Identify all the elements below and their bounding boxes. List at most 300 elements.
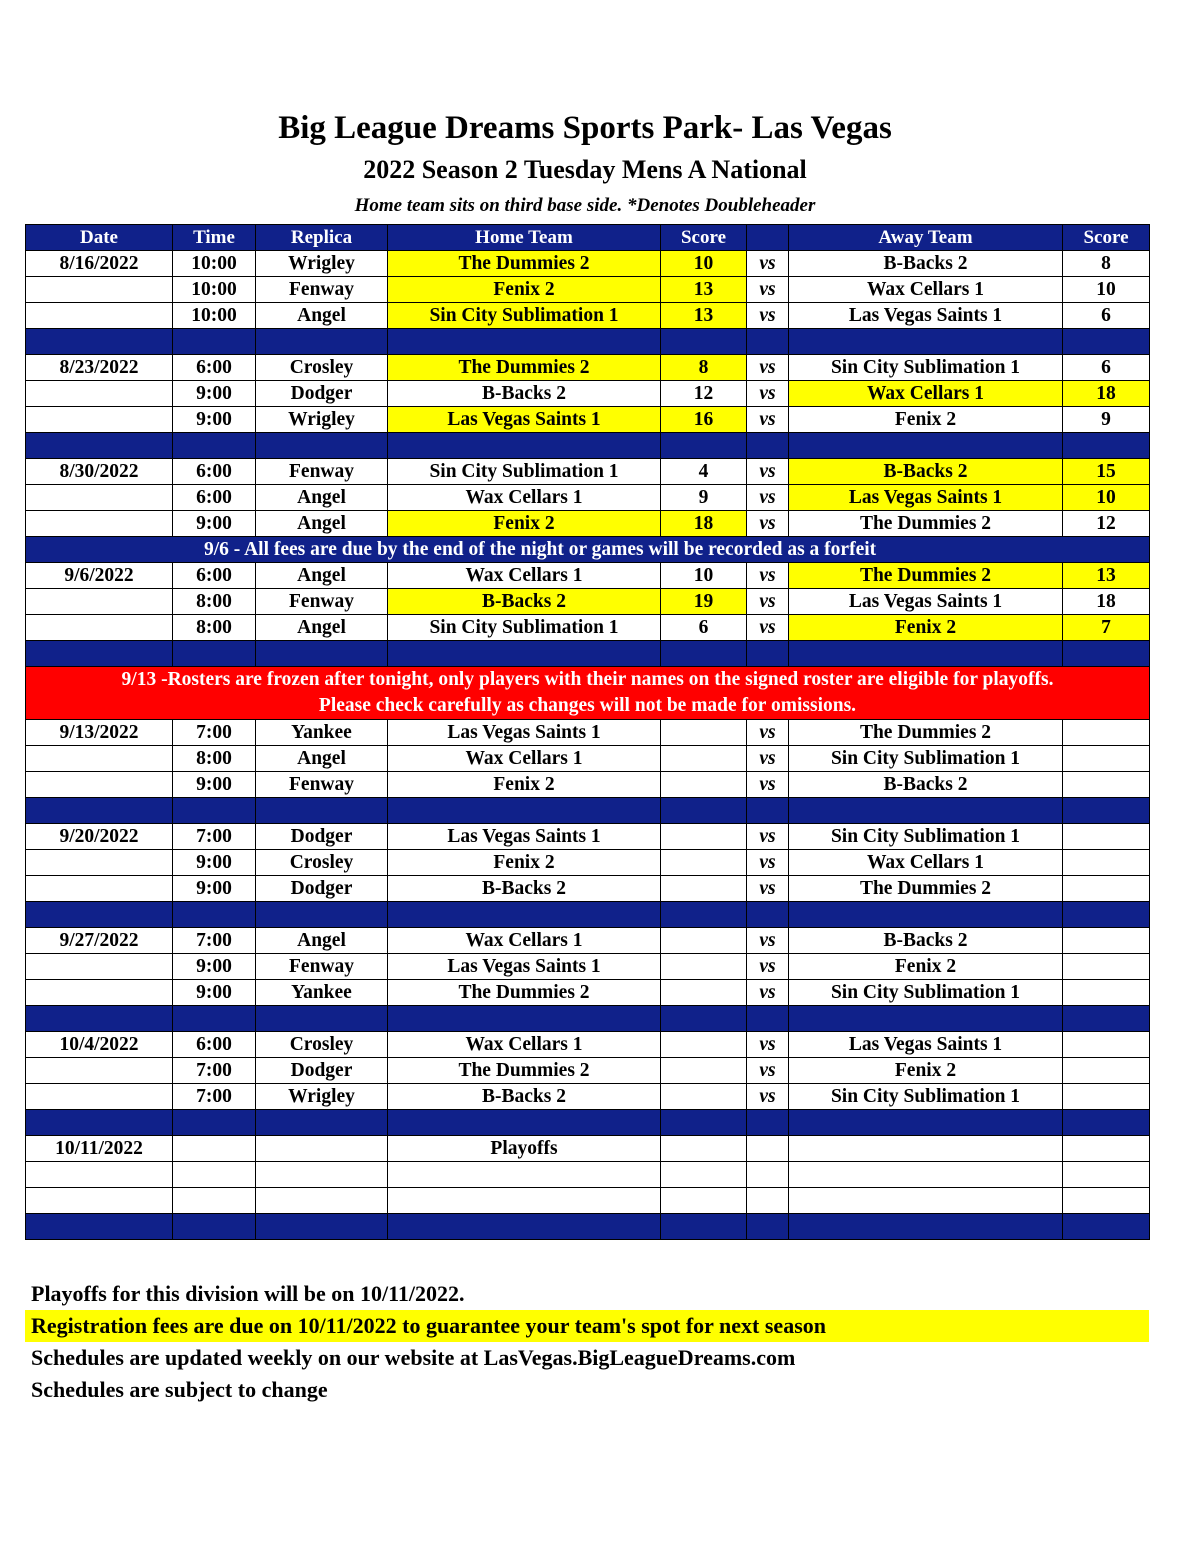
home-score: 13	[661, 277, 747, 303]
separator-cell	[388, 902, 661, 928]
game-row	[26, 303, 1150, 329]
game-row	[26, 720, 1150, 746]
game-field: Fenway	[256, 589, 388, 615]
header-note: Home team sits on third base side. *Denotes Doubleheader	[354, 195, 816, 216]
away-score	[1063, 1188, 1150, 1214]
vs-label: vs	[747, 303, 789, 329]
game-time: 9:00	[173, 954, 256, 980]
game-date	[26, 1058, 173, 1084]
home-score: 6	[661, 615, 747, 641]
game-time: 8:00	[173, 746, 256, 772]
vs-label	[747, 1162, 789, 1188]
fee-notice-row	[26, 537, 1150, 563]
home-score	[661, 954, 747, 980]
col-vs	[747, 225, 789, 251]
separator-row	[26, 329, 1150, 355]
game-field: Crosley	[256, 1032, 388, 1058]
separator-cell	[747, 329, 789, 355]
vs-label: vs	[747, 381, 789, 407]
away-score: 10	[1063, 277, 1150, 303]
separator-cell	[388, 433, 661, 459]
footer-playoffs-note: Playoffs for this division will be on 10/11/2022.	[31, 1281, 465, 1306]
away-team: B-Backs 2	[789, 251, 1063, 277]
away-score	[1063, 1032, 1150, 1058]
game-date	[26, 954, 173, 980]
separator-cell	[747, 1006, 789, 1032]
game-row	[26, 1162, 1150, 1188]
game-field	[256, 1162, 388, 1188]
home-team: Wax Cellars 1	[388, 746, 661, 772]
game-date	[26, 772, 173, 798]
home-score	[661, 824, 747, 850]
separator-cell	[789, 1214, 1063, 1240]
game-time: 10:00	[173, 251, 256, 277]
game-field: Fenway	[256, 459, 388, 485]
home-score: 10	[661, 251, 747, 277]
vs-label: vs	[747, 251, 789, 277]
home-score	[661, 876, 747, 902]
home-score	[661, 1188, 747, 1214]
separator-cell	[789, 641, 1063, 667]
separator-cell	[173, 641, 256, 667]
vs-label: vs	[747, 1032, 789, 1058]
away-score	[1063, 1084, 1150, 1110]
vs-label: vs	[747, 824, 789, 850]
separator-cell	[1063, 1110, 1150, 1136]
home-score: 19	[661, 589, 747, 615]
vs-label	[747, 1136, 789, 1162]
separator-cell	[256, 641, 388, 667]
game-time: 9:00	[173, 772, 256, 798]
away-score	[1063, 928, 1150, 954]
game-field: Wrigley	[256, 251, 388, 277]
roster-notice-line: 9/13 -Rosters are frozen after tonight, only players with their names on the signed roster are eligible for playoffs.	[121, 669, 1054, 690]
home-team: The Dummies 2	[388, 251, 661, 277]
away-score	[1063, 1058, 1150, 1084]
away-team: Las Vegas Saints 1	[789, 303, 1063, 329]
separator-cell	[256, 433, 388, 459]
vs-label: vs	[747, 355, 789, 381]
home-team: Las Vegas Saints 1	[388, 720, 661, 746]
game-time: 6:00	[173, 1032, 256, 1058]
home-team: Fenix 2	[388, 277, 661, 303]
away-team: The Dummies 2	[789, 563, 1063, 589]
away-score: 10	[1063, 485, 1150, 511]
game-field: Fenway	[256, 277, 388, 303]
separator-row	[26, 641, 1150, 667]
away-score	[1063, 824, 1150, 850]
game-time: 9:00	[173, 407, 256, 433]
home-team: Fenix 2	[388, 850, 661, 876]
game-row	[26, 381, 1150, 407]
col-time: Time	[173, 225, 256, 251]
home-team: The Dummies 2	[388, 980, 661, 1006]
away-score	[1063, 850, 1150, 876]
away-team: B-Backs 2	[789, 772, 1063, 798]
home-score	[661, 928, 747, 954]
game-row	[26, 1136, 1150, 1162]
game-field: Dodger	[256, 381, 388, 407]
home-team: Sin City Sublimation 1	[388, 303, 661, 329]
separator-cell	[661, 798, 747, 824]
away-team: Las Vegas Saints 1	[789, 1032, 1063, 1058]
vs-label: vs	[747, 720, 789, 746]
game-field: Angel	[256, 303, 388, 329]
col-away-score: Score	[1063, 225, 1150, 251]
away-score: 7	[1063, 615, 1150, 641]
home-score: 8	[661, 355, 747, 381]
game-time: 9:00	[173, 381, 256, 407]
separator-cell	[388, 1006, 661, 1032]
game-date	[26, 303, 173, 329]
away-team: The Dummies 2	[789, 876, 1063, 902]
vs-label: vs	[747, 485, 789, 511]
separator-cell	[747, 798, 789, 824]
separator-cell	[256, 902, 388, 928]
separator-cell	[661, 902, 747, 928]
separator-cell	[173, 1006, 256, 1032]
separator-row	[26, 1006, 1150, 1032]
separator-row	[26, 798, 1150, 824]
fee-notice: 9/6 - All fees are due by the end of the night or games will be recorded as a forfeit	[26, 537, 1150, 563]
away-score	[1063, 980, 1150, 1006]
separator-cell	[789, 1006, 1063, 1032]
away-score: 18	[1063, 381, 1150, 407]
home-score	[661, 772, 747, 798]
col-date: Date	[26, 225, 173, 251]
away-score: 18	[1063, 589, 1150, 615]
away-score	[1063, 1162, 1150, 1188]
vs-label: vs	[747, 954, 789, 980]
home-score: 16	[661, 407, 747, 433]
game-row	[26, 980, 1150, 1006]
game-time	[173, 1136, 256, 1162]
separator-cell	[661, 433, 747, 459]
game-row	[26, 1032, 1150, 1058]
separator-cell	[256, 1006, 388, 1032]
vs-label: vs	[747, 615, 789, 641]
home-team: Wax Cellars 1	[388, 928, 661, 954]
vs-label: vs	[747, 563, 789, 589]
away-team: Wax Cellars 1	[789, 381, 1063, 407]
game-row	[26, 459, 1150, 485]
game-field: Angel	[256, 615, 388, 641]
schedule-table	[25, 224, 1150, 1240]
home-team: Fenix 2	[388, 772, 661, 798]
away-score: 12	[1063, 511, 1150, 537]
vs-label: vs	[747, 980, 789, 1006]
away-score: 6	[1063, 355, 1150, 381]
home-team: Las Vegas Saints 1	[388, 954, 661, 980]
home-score	[661, 1162, 747, 1188]
game-time: 9:00	[173, 980, 256, 1006]
separator-cell	[747, 1214, 789, 1240]
game-row	[26, 1084, 1150, 1110]
separator-cell	[1063, 902, 1150, 928]
game-date: 10/4/2022	[26, 1032, 173, 1058]
game-date: 8/23/2022	[26, 355, 173, 381]
away-team: Las Vegas Saints 1	[789, 589, 1063, 615]
col-home-team: Home Team	[388, 225, 661, 251]
separator-cell	[256, 329, 388, 355]
separator-cell	[388, 641, 661, 667]
game-time: 8:00	[173, 615, 256, 641]
home-team	[388, 1162, 661, 1188]
separator-cell	[173, 329, 256, 355]
col-home-score: Score	[661, 225, 747, 251]
away-score: 6	[1063, 303, 1150, 329]
game-time: 6:00	[173, 485, 256, 511]
game-field: Fenway	[256, 772, 388, 798]
separator-cell	[26, 433, 173, 459]
footer-website-note: Schedules are updated weekly on our website at LasVegas.BigLeagueDreams.com	[31, 1345, 796, 1370]
roster-notice-row	[26, 667, 1150, 720]
away-score: 15	[1063, 459, 1150, 485]
game-time: 10:00	[173, 277, 256, 303]
separator-cell	[661, 1214, 747, 1240]
vs-label: vs	[747, 277, 789, 303]
vs-label: vs	[747, 746, 789, 772]
header-row	[26, 225, 1150, 251]
vs-label: vs	[747, 772, 789, 798]
separator-cell	[26, 329, 173, 355]
home-team: Fenix 2	[388, 511, 661, 537]
game-row	[26, 876, 1150, 902]
away-score	[1063, 746, 1150, 772]
game-field: Angel	[256, 746, 388, 772]
away-score	[1063, 720, 1150, 746]
game-date	[26, 1188, 173, 1214]
game-field	[256, 1188, 388, 1214]
game-row	[26, 1058, 1150, 1084]
game-time: 7:00	[173, 1084, 256, 1110]
home-score: 12	[661, 381, 747, 407]
away-score	[1063, 876, 1150, 902]
game-date: 8/16/2022	[26, 251, 173, 277]
separator-cell	[1063, 798, 1150, 824]
home-score	[661, 1058, 747, 1084]
game-date: 9/27/2022	[26, 928, 173, 954]
game-field	[256, 1136, 388, 1162]
home-team: B-Backs 2	[388, 876, 661, 902]
game-date: 8/30/2022	[26, 459, 173, 485]
separator-row	[26, 902, 1150, 928]
home-score	[661, 1084, 747, 1110]
game-row	[26, 485, 1150, 511]
separator-cell	[26, 902, 173, 928]
home-score: 9	[661, 485, 747, 511]
game-field: Angel	[256, 928, 388, 954]
game-date	[26, 980, 173, 1006]
roster-notice	[26, 667, 1150, 720]
separator-cell	[1063, 329, 1150, 355]
game-time: 9:00	[173, 850, 256, 876]
vs-label: vs	[747, 1084, 789, 1110]
game-date	[26, 511, 173, 537]
separator-cell	[388, 1110, 661, 1136]
game-field: Yankee	[256, 720, 388, 746]
home-score	[661, 980, 747, 1006]
separator-cell	[26, 641, 173, 667]
game-row	[26, 563, 1150, 589]
home-team: Sin City Sublimation 1	[388, 615, 661, 641]
game-row	[26, 746, 1150, 772]
vs-label: vs	[747, 850, 789, 876]
home-team: B-Backs 2	[388, 589, 661, 615]
home-score: 10	[661, 563, 747, 589]
game-time: 8:00	[173, 589, 256, 615]
game-time: 6:00	[173, 355, 256, 381]
game-date	[26, 1084, 173, 1110]
game-row	[26, 407, 1150, 433]
game-field: Angel	[256, 563, 388, 589]
separator-cell	[747, 902, 789, 928]
game-time: 9:00	[173, 876, 256, 902]
game-row	[26, 355, 1150, 381]
game-date: 9/6/2022	[26, 563, 173, 589]
home-team: The Dummies 2	[388, 1058, 661, 1084]
separator-cell	[256, 798, 388, 824]
away-team: Wax Cellars 1	[789, 277, 1063, 303]
separator-cell	[173, 433, 256, 459]
home-score: 18	[661, 511, 747, 537]
separator-cell	[1063, 641, 1150, 667]
away-score	[1063, 1136, 1150, 1162]
game-time: 9:00	[173, 511, 256, 537]
game-row	[26, 589, 1150, 615]
separator-row	[26, 1214, 1150, 1240]
away-score	[1063, 772, 1150, 798]
home-score	[661, 746, 747, 772]
game-time	[173, 1188, 256, 1214]
game-row	[26, 511, 1150, 537]
away-team: The Dummies 2	[789, 720, 1063, 746]
game-field: Angel	[256, 485, 388, 511]
roster-notice-line: Please check carefully as changes will not be made for omissions.	[318, 695, 857, 716]
separator-cell	[661, 641, 747, 667]
game-row	[26, 251, 1150, 277]
separator-cell	[789, 1110, 1063, 1136]
separator-cell	[256, 1214, 388, 1240]
game-row	[26, 1188, 1150, 1214]
home-team: B-Backs 2	[388, 381, 661, 407]
game-field: Dodger	[256, 876, 388, 902]
away-team: Fenix 2	[789, 615, 1063, 641]
away-team: Sin City Sublimation 1	[789, 1084, 1063, 1110]
home-team: Las Vegas Saints 1	[388, 824, 661, 850]
separator-cell	[173, 798, 256, 824]
game-date: 10/11/2022	[26, 1136, 173, 1162]
game-field: Fenway	[256, 954, 388, 980]
game-date	[26, 485, 173, 511]
separator-cell	[1063, 1214, 1150, 1240]
game-time: 6:00	[173, 563, 256, 589]
game-date	[26, 876, 173, 902]
game-time	[173, 1162, 256, 1188]
home-score	[661, 1136, 747, 1162]
separator-cell	[789, 433, 1063, 459]
home-score	[661, 850, 747, 876]
game-row	[26, 615, 1150, 641]
col-replica: Replica	[256, 225, 388, 251]
home-score	[661, 720, 747, 746]
game-row	[26, 850, 1150, 876]
game-row	[26, 928, 1150, 954]
vs-label: vs	[747, 589, 789, 615]
game-date	[26, 1162, 173, 1188]
page-subtitle: 2022 Season 2 Tuesday Mens A National	[363, 155, 807, 184]
away-team: Sin City Sublimation 1	[789, 746, 1063, 772]
footer-change-note: Schedules are subject to change	[31, 1377, 328, 1402]
home-team	[388, 1188, 661, 1214]
separator-cell	[1063, 433, 1150, 459]
game-date: 9/20/2022	[26, 824, 173, 850]
vs-label: vs	[747, 459, 789, 485]
separator-cell	[661, 1006, 747, 1032]
separator-cell	[173, 1214, 256, 1240]
away-team	[789, 1188, 1063, 1214]
away-team: Fenix 2	[789, 407, 1063, 433]
home-score	[661, 1032, 747, 1058]
away-team: The Dummies 2	[789, 511, 1063, 537]
home-team: B-Backs 2	[388, 1084, 661, 1110]
game-time: 7:00	[173, 824, 256, 850]
separator-row	[26, 1110, 1150, 1136]
away-score: 9	[1063, 407, 1150, 433]
away-score: 13	[1063, 563, 1150, 589]
vs-label: vs	[747, 876, 789, 902]
away-team: Sin City Sublimation 1	[789, 355, 1063, 381]
separator-cell	[747, 433, 789, 459]
separator-cell	[747, 1110, 789, 1136]
game-row	[26, 824, 1150, 850]
home-team: Wax Cellars 1	[388, 485, 661, 511]
separator-cell	[26, 1214, 173, 1240]
away-team: B-Backs 2	[789, 459, 1063, 485]
game-field: Wrigley	[256, 1084, 388, 1110]
vs-label: vs	[747, 511, 789, 537]
page-title: Big League Dreams Sports Park- Las Vegas	[278, 110, 892, 146]
separator-cell	[661, 1110, 747, 1136]
game-field: Crosley	[256, 355, 388, 381]
separator-cell	[26, 1110, 173, 1136]
game-date	[26, 746, 173, 772]
game-field: Angel	[256, 511, 388, 537]
game-time: 7:00	[173, 720, 256, 746]
separator-cell	[661, 329, 747, 355]
home-team: The Dummies 2	[388, 355, 661, 381]
separator-cell	[173, 1110, 256, 1136]
separator-cell	[26, 1006, 173, 1032]
game-time: 7:00	[173, 1058, 256, 1084]
col-away-team: Away Team	[789, 225, 1063, 251]
game-field: Dodger	[256, 824, 388, 850]
separator-cell	[388, 798, 661, 824]
separator-cell	[26, 798, 173, 824]
game-date	[26, 407, 173, 433]
away-score: 8	[1063, 251, 1150, 277]
game-time: 7:00	[173, 928, 256, 954]
game-field: Crosley	[256, 850, 388, 876]
vs-label: vs	[747, 928, 789, 954]
game-time: 10:00	[173, 303, 256, 329]
separator-cell	[789, 798, 1063, 824]
home-team: Sin City Sublimation 1	[388, 459, 661, 485]
game-date	[26, 381, 173, 407]
game-date	[26, 615, 173, 641]
separator-cell	[1063, 1006, 1150, 1032]
separator-cell	[789, 329, 1063, 355]
